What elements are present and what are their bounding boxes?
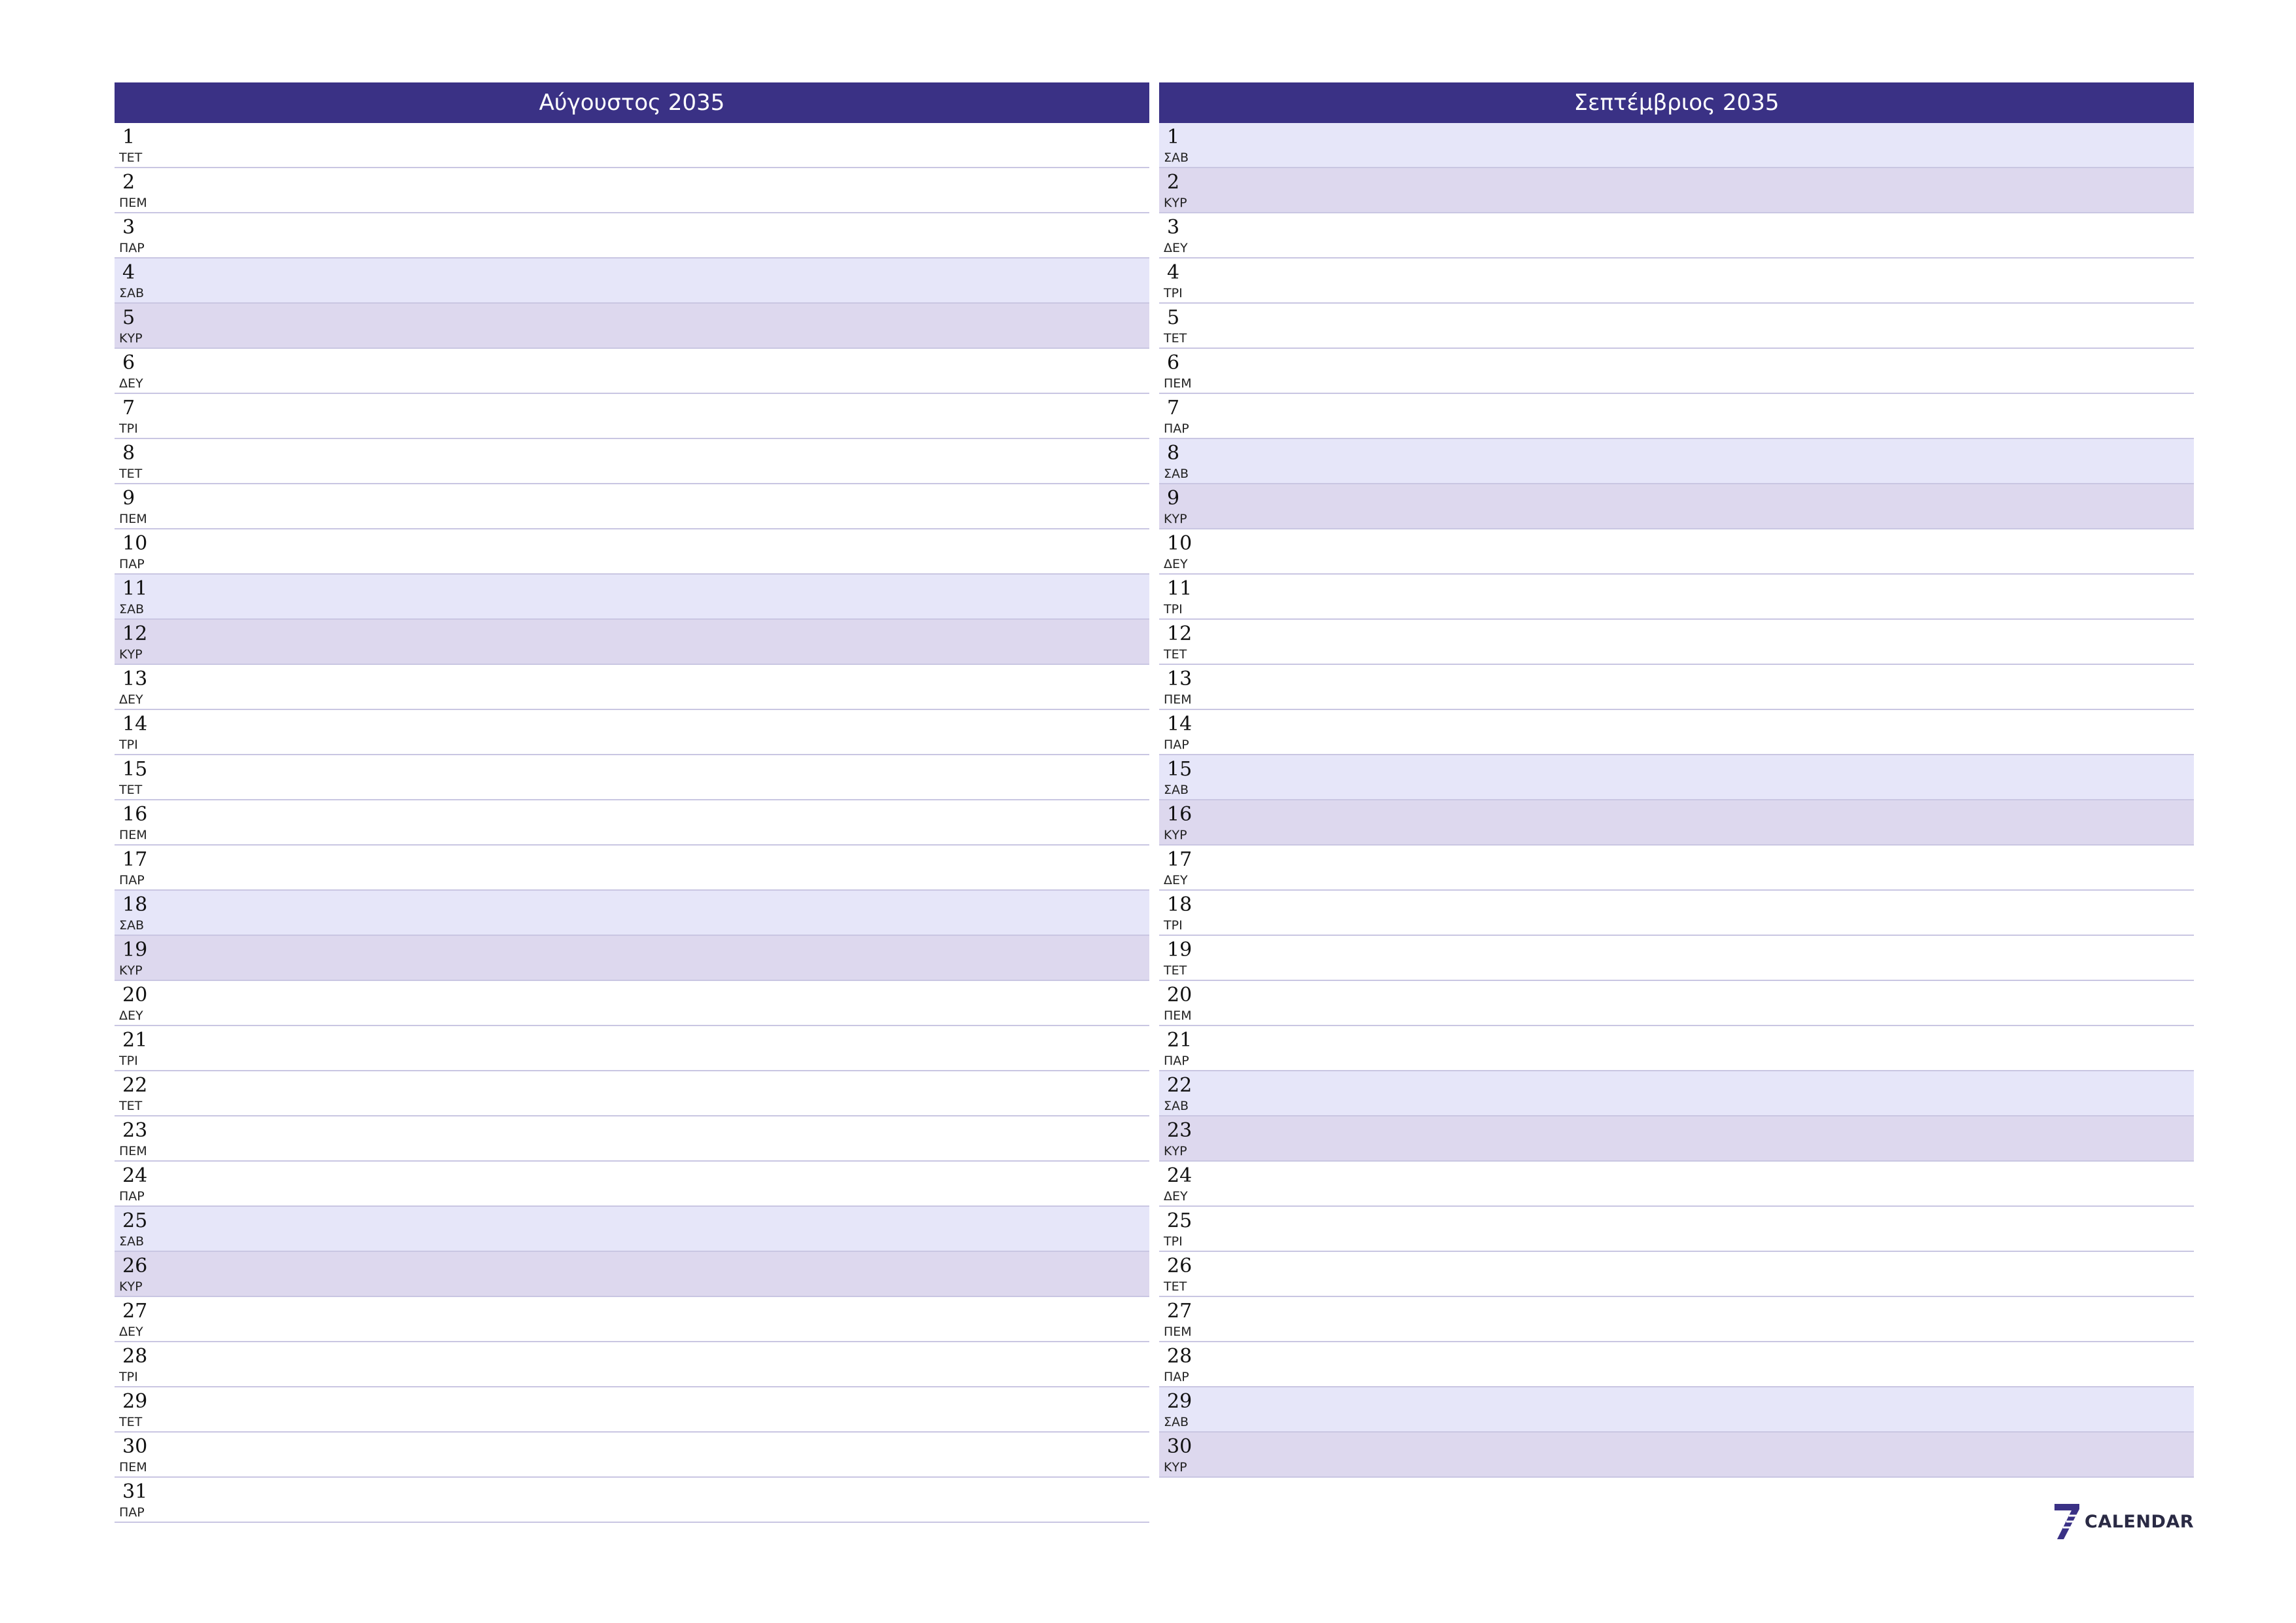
weekday-label: ΤΕΤ	[1164, 963, 1187, 978]
day-list	[115, 123, 1149, 1523]
day-row	[115, 620, 1149, 665]
day-row	[1159, 529, 2194, 575]
day-row	[1159, 1071, 2194, 1116]
day-row	[115, 213, 1149, 259]
day-number: 28	[1167, 1345, 1193, 1368]
day-row	[115, 936, 1149, 981]
day-row	[115, 846, 1149, 891]
day-row	[115, 800, 1149, 846]
day-row	[115, 1071, 1149, 1116]
day-row	[115, 123, 1149, 168]
day-row	[115, 1207, 1149, 1252]
day-number: 6	[122, 351, 135, 374]
logo-text: CALENDAR	[2085, 1511, 2195, 1532]
day-number: 12	[1167, 622, 1193, 645]
day-row	[1159, 304, 2194, 349]
day-row	[115, 981, 1149, 1026]
day-number: 14	[122, 713, 148, 736]
day-number: 21	[122, 1029, 148, 1052]
weekday-label: ΠΑΡ	[119, 873, 145, 887]
day-number: 10	[122, 532, 148, 555]
day-row	[1159, 349, 2194, 394]
day-row	[115, 484, 1149, 529]
day-number: 26	[1167, 1255, 1193, 1277]
day-row	[115, 1297, 1149, 1342]
weekday-label: ΔΕΥ	[1164, 1189, 1188, 1204]
day-number: 14	[1167, 713, 1193, 736]
day-row	[115, 1252, 1149, 1297]
weekday-label: ΠΕΜ	[1164, 1325, 1192, 1339]
weekday-label: ΤΕΤ	[1164, 1279, 1187, 1294]
day-row	[115, 529, 1149, 575]
weekday-label: ΠΑΡ	[119, 241, 145, 255]
day-row	[1159, 575, 2194, 620]
day-row	[1159, 123, 2194, 168]
day-row	[115, 755, 1149, 800]
day-row	[1159, 710, 2194, 755]
day-row	[1159, 981, 2194, 1026]
weekday-label: ΠΑΡ	[1164, 1054, 1189, 1068]
day-number: 25	[1167, 1209, 1193, 1232]
month-title: Αύγουστος 2035	[115, 82, 1149, 123]
day-row	[115, 259, 1149, 304]
day-number: 7	[122, 397, 135, 419]
weekday-label: ΤΡΙ	[1164, 286, 1183, 300]
day-number: 28	[122, 1345, 148, 1368]
day-row	[115, 575, 1149, 620]
weekday-label: ΠΕΜ	[119, 512, 147, 526]
day-number: 17	[1167, 848, 1193, 871]
day-number: 24	[122, 1164, 148, 1187]
day-number: 23	[122, 1119, 148, 1142]
day-number: 2	[122, 171, 135, 194]
day-row	[1159, 755, 2194, 800]
weekday-label: ΠΑΡ	[119, 1505, 145, 1520]
day-number: 18	[1167, 893, 1193, 916]
day-number: 22	[122, 1074, 148, 1097]
day-number: 1	[122, 126, 135, 149]
day-number: 2	[1167, 171, 1180, 194]
day-number: 13	[1167, 668, 1193, 690]
weekday-label: ΠΕΜ	[1164, 376, 1192, 391]
day-row	[115, 439, 1149, 484]
day-row	[115, 1026, 1149, 1071]
day-number: 12	[122, 622, 148, 645]
weekday-label: ΤΡΙ	[1164, 918, 1183, 933]
weekday-label: ΤΕΤ	[119, 1099, 143, 1113]
day-number: 8	[1167, 442, 1180, 465]
month-august	[115, 82, 1149, 1523]
day-number: 11	[122, 577, 148, 600]
weekday-label: ΤΡΙ	[1164, 1234, 1183, 1249]
day-number: 20	[1167, 984, 1193, 1007]
day-row	[1159, 394, 2194, 439]
weekday-label: ΣΑΒ	[119, 918, 145, 933]
day-number: 17	[122, 848, 148, 871]
weekday-label: ΤΕΤ	[119, 151, 143, 165]
day-number: 4	[122, 261, 135, 284]
day-row	[115, 304, 1149, 349]
day-row	[1159, 1162, 2194, 1207]
day-row	[1159, 213, 2194, 259]
weekday-label: ΠΑΡ	[1164, 738, 1189, 752]
month-title: Σεπτέμβριος 2035	[1159, 82, 2194, 123]
day-number: 4	[1167, 261, 1180, 284]
weekday-label: ΚΥΡ	[119, 647, 143, 662]
day-row	[115, 1387, 1149, 1433]
weekday-label: ΔΕΥ	[119, 376, 143, 391]
day-row	[1159, 1387, 2194, 1433]
day-number: 30	[122, 1435, 148, 1458]
weekday-label: ΠΕΜ	[119, 828, 147, 842]
day-number: 18	[122, 893, 148, 916]
weekday-label: ΤΕΤ	[119, 1415, 143, 1429]
day-row	[1159, 1297, 2194, 1342]
day-number: 27	[1167, 1300, 1193, 1323]
weekday-label: ΣΑΒ	[1164, 467, 1189, 481]
weekday-label: ΣΑΒ	[1164, 783, 1189, 797]
day-row	[1159, 1207, 2194, 1252]
day-row	[115, 891, 1149, 936]
weekday-label: ΤΕΤ	[1164, 647, 1187, 662]
weekday-label: ΤΡΙ	[119, 421, 138, 436]
day-row	[1159, 936, 2194, 981]
day-number: 9	[122, 487, 135, 510]
day-row	[1159, 1026, 2194, 1071]
weekday-label: ΔΕΥ	[1164, 557, 1188, 571]
weekday-label: ΚΥΡ	[1164, 828, 1187, 842]
day-row	[1159, 484, 2194, 529]
weekday-label: ΚΥΡ	[119, 331, 143, 346]
weekday-label: ΠΕΜ	[119, 196, 147, 210]
weekday-label: ΔΕΥ	[119, 1008, 143, 1023]
day-row	[115, 394, 1149, 439]
day-row	[115, 1162, 1149, 1207]
day-number: 13	[122, 668, 148, 690]
brand-logo	[2052, 1504, 2194, 1539]
day-row	[1159, 800, 2194, 846]
weekday-label: ΣΑΒ	[119, 602, 145, 616]
day-row	[115, 1116, 1149, 1162]
weekday-label: ΠΕΜ	[119, 1144, 147, 1158]
day-number: 24	[1167, 1164, 1193, 1187]
day-row	[115, 710, 1149, 755]
day-number: 7	[1167, 397, 1180, 419]
day-number: 16	[1167, 803, 1193, 826]
weekday-label: ΚΥΡ	[1164, 196, 1187, 210]
weekday-label: ΔΕΥ	[119, 692, 143, 707]
weekday-label: ΠΕΜ	[1164, 1008, 1192, 1023]
weekday-label: ΠΑΡ	[119, 1189, 145, 1204]
weekday-label: ΠΑΡ	[1164, 421, 1189, 436]
day-number: 1	[1167, 126, 1180, 149]
day-number: 6	[1167, 351, 1180, 374]
day-row	[115, 1342, 1149, 1387]
day-row	[1159, 665, 2194, 710]
weekday-label: ΚΥΡ	[1164, 1144, 1187, 1158]
day-number: 26	[122, 1255, 148, 1277]
day-number: 25	[122, 1209, 148, 1232]
day-number: 9	[1167, 487, 1180, 510]
day-row	[1159, 1252, 2194, 1297]
day-row	[115, 665, 1149, 710]
day-number: 3	[122, 216, 135, 239]
weekday-label: ΤΕΤ	[119, 467, 143, 481]
weekday-label: ΣΑΒ	[119, 286, 145, 300]
day-row	[1159, 1433, 2194, 1478]
weekday-label: ΤΡΙ	[1164, 602, 1183, 616]
seven-logo-icon	[2052, 1504, 2081, 1539]
day-number: 5	[1167, 306, 1180, 329]
month-september	[1159, 82, 2194, 1478]
weekday-label: ΔΕΥ	[119, 1325, 143, 1339]
day-number: 23	[1167, 1119, 1193, 1142]
day-number: 5	[122, 306, 135, 329]
day-row	[115, 1478, 1149, 1523]
day-number: 15	[1167, 758, 1193, 781]
day-number: 11	[1167, 577, 1193, 600]
day-number: 27	[122, 1300, 148, 1323]
day-number: 16	[122, 803, 148, 826]
weekday-label: ΤΡΙ	[119, 1370, 138, 1384]
day-number: 19	[122, 938, 148, 961]
day-list	[1159, 123, 2194, 1478]
weekday-label: ΤΕΤ	[119, 783, 143, 797]
day-row	[1159, 1342, 2194, 1387]
weekday-label: ΤΕΤ	[1164, 331, 1187, 346]
weekday-label: ΔΕΥ	[1164, 873, 1188, 887]
day-row	[115, 349, 1149, 394]
day-number: 15	[122, 758, 148, 781]
day-row	[1159, 439, 2194, 484]
day-row	[1159, 846, 2194, 891]
weekday-label: ΔΕΥ	[1164, 241, 1188, 255]
day-number: 29	[122, 1390, 148, 1413]
day-row	[1159, 620, 2194, 665]
weekday-label: ΚΥΡ	[1164, 1460, 1187, 1474]
day-row	[1159, 168, 2194, 213]
day-number: 19	[1167, 938, 1193, 961]
day-number: 30	[1167, 1435, 1193, 1458]
weekday-label: ΣΑΒ	[1164, 1099, 1189, 1113]
day-number: 3	[1167, 216, 1180, 239]
weekday-label: ΤΡΙ	[119, 738, 138, 752]
day-row	[115, 168, 1149, 213]
day-number: 22	[1167, 1074, 1193, 1097]
weekday-label: ΚΥΡ	[1164, 512, 1187, 526]
weekday-label: ΤΡΙ	[119, 1054, 138, 1068]
weekday-label: ΣΑΒ	[1164, 151, 1189, 165]
weekday-label: ΚΥΡ	[119, 963, 143, 978]
day-number: 31	[122, 1480, 148, 1503]
weekday-label: ΣΑΒ	[1164, 1415, 1189, 1429]
weekday-label: ΠΕΜ	[119, 1460, 147, 1474]
weekday-label: ΠΑΡ	[1164, 1370, 1189, 1384]
weekday-label: ΠΕΜ	[1164, 692, 1192, 707]
weekday-label: ΣΑΒ	[119, 1234, 145, 1249]
day-row	[1159, 259, 2194, 304]
weekday-label: ΚΥΡ	[119, 1279, 143, 1294]
day-row	[1159, 1116, 2194, 1162]
day-number: 20	[122, 984, 148, 1007]
day-number: 29	[1167, 1390, 1193, 1413]
day-row	[115, 1433, 1149, 1478]
day-row	[1159, 891, 2194, 936]
day-number: 10	[1167, 532, 1193, 555]
day-number: 21	[1167, 1029, 1193, 1052]
day-number: 8	[122, 442, 135, 465]
weekday-label: ΠΑΡ	[119, 557, 145, 571]
